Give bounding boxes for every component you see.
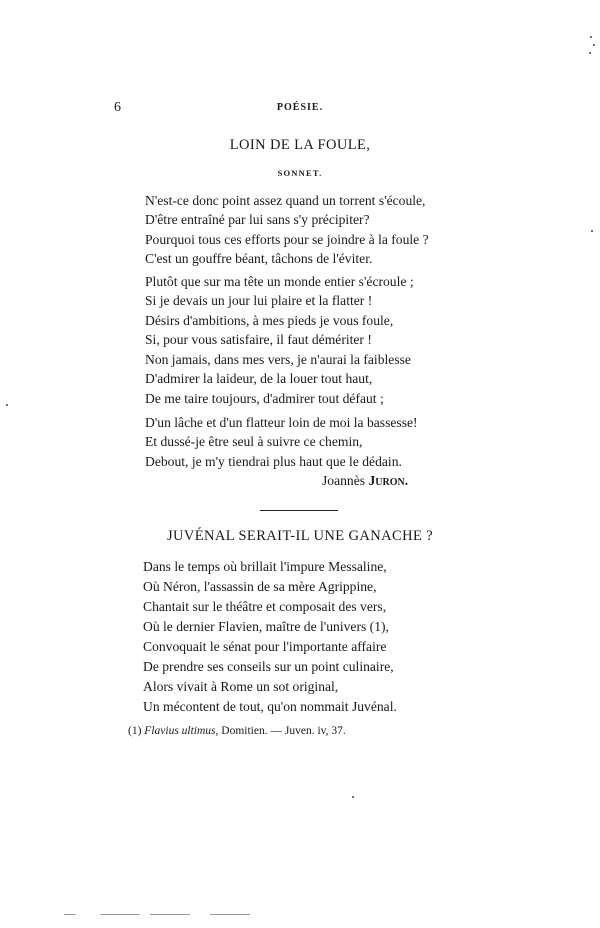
stanza-1 bbox=[145, 191, 429, 268]
poem2-body bbox=[143, 557, 397, 717]
verse-line: Si, pour vous satisfaire, il faut démériter ! bbox=[145, 331, 372, 347]
running-head: POÉSIE. bbox=[276, 102, 324, 113]
verse-line: D'être entraîné par lui sans s'y précipiter? bbox=[145, 212, 370, 228]
scan-speck bbox=[590, 36, 592, 38]
verse-line: Désirs d'ambitions, à mes pieds je vous foule, bbox=[145, 312, 394, 328]
verse-line: Plutôt que sur ma tête un monde entier s'écroule ; bbox=[145, 274, 414, 289]
verse-line: Et dussé-je être seul à suivre ce chemin, bbox=[145, 434, 363, 450]
stanza-2 bbox=[145, 272, 414, 349]
bottom-rule-segment bbox=[150, 914, 190, 915]
verse-line: Non jamais, dans mes vers, je n'aurai la faiblesse bbox=[145, 352, 411, 367]
verse-line: D'un lâche et d'un flatteur loin de moi la bassesse! bbox=[145, 415, 418, 430]
verse-line: De me taire toujours, d'admirer tout défaut ; bbox=[145, 390, 384, 406]
verse-line: De prendre ses conseils sur un point culinaire, bbox=[143, 659, 394, 674]
scan-speck bbox=[352, 796, 354, 798]
scan-speck bbox=[589, 52, 591, 54]
footnote-marker: (1) bbox=[128, 725, 142, 737]
verse-line: Convoquait le sénat pour l'importante affaire bbox=[143, 639, 387, 654]
page-number: 6 bbox=[114, 100, 121, 115]
verse-line: C'est un gouffre béant, tâchons de l'éviter. bbox=[145, 250, 373, 266]
footnote-text: Domitien. — Juven. iv, 37. bbox=[221, 725, 346, 737]
bottom-rule-segment bbox=[64, 914, 76, 915]
footnote bbox=[128, 725, 346, 737]
verse-line: Dans le temps où brillait l'impure Messaline, bbox=[143, 559, 387, 574]
verse-line: Si je devais un jour lui plaire et la flatter ! bbox=[145, 293, 373, 309]
verse-line: Pourquoi tous ces efforts pour se joindre à la foule ? bbox=[145, 231, 429, 247]
section-separator bbox=[260, 510, 338, 511]
verse-line: Chantait sur le théâtre et composait des vers, bbox=[143, 599, 387, 614]
bottom-rule-segment bbox=[210, 914, 250, 915]
verse-line: Où le dernier Flavien, maître de l'univers (1), bbox=[143, 619, 389, 634]
verse-line: Debout, je m'y tiendrai plus haut que le dédain. bbox=[145, 453, 402, 469]
author-last-name: Juron. bbox=[368, 473, 409, 488]
stanza-4 bbox=[145, 413, 418, 471]
scan-speck bbox=[6, 404, 8, 406]
author-first-name: Joannès bbox=[322, 473, 366, 488]
poem2-title: JUVÉNAL SERAIT-IL UNE GANACHE ? bbox=[166, 528, 434, 544]
poem1-subtitle: SONNET. bbox=[277, 168, 323, 178]
author-signature bbox=[322, 473, 408, 489]
poem1-title: LOIN DE LA FOULE, bbox=[229, 137, 371, 153]
scan-speck bbox=[591, 230, 593, 232]
verse-line: D'admirer la laideur, de la louer tout haut, bbox=[145, 371, 373, 387]
stanza-3 bbox=[145, 350, 411, 408]
scan-speck bbox=[593, 44, 595, 46]
verse-line: N'est-ce donc point assez quand un torrent s'écoule, bbox=[145, 193, 426, 208]
verse-line: Un mécontent de tout, qu'on nommait Juvénal. bbox=[143, 699, 397, 714]
verse-line: Où Néron, l'assassin de sa mère Agrippine, bbox=[143, 579, 377, 594]
verse-line: Alors vivait à Rome un sot original, bbox=[143, 679, 339, 694]
bottom-rule-segment bbox=[100, 914, 140, 915]
footnote-italic: Flavius ultimus, bbox=[144, 725, 219, 737]
